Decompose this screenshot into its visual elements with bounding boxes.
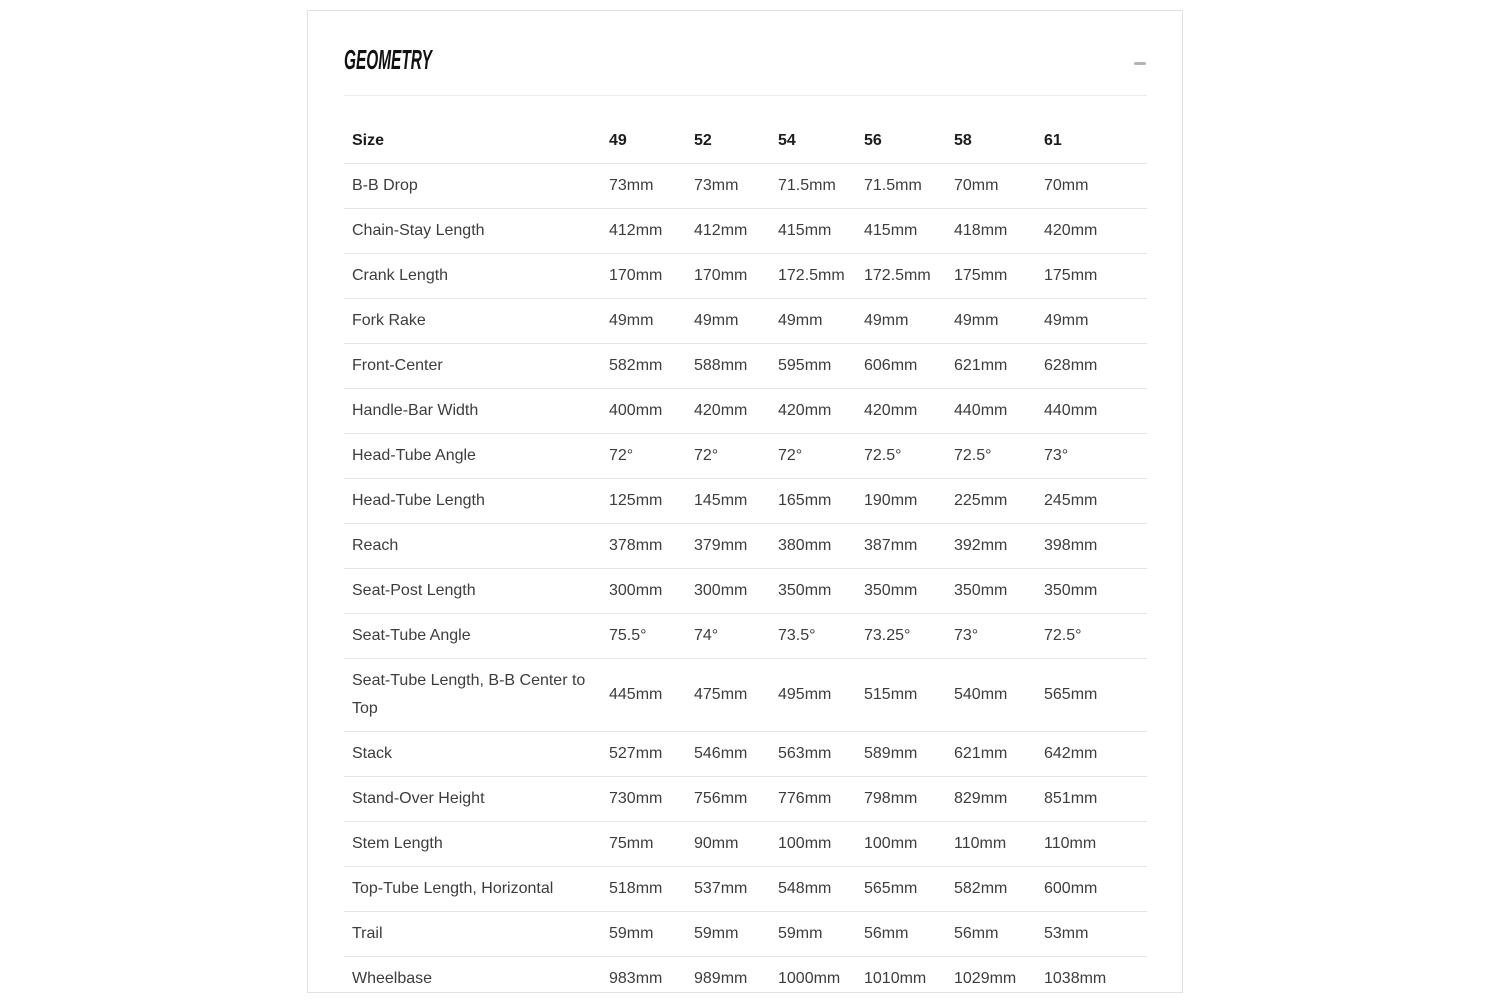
cell-value: 125mm [609,479,694,524]
table-row [344,299,1147,344]
minus-icon [1134,62,1146,65]
cell-value: 540mm [954,659,1044,732]
cell-value: 110mm [954,822,1044,867]
row-label [344,659,609,732]
cell-value: 49mm [954,299,1044,344]
cell-value: 387mm [864,524,954,569]
row-label [344,867,609,912]
cell-value: 59mm [609,912,694,957]
cell-value: 989mm [694,957,778,1001]
cell-value: 73.25° [864,614,954,659]
cell-value: 595mm [778,344,864,389]
cell-value: 621mm [954,732,1044,777]
table-row [344,389,1147,434]
cell-value: 75mm [609,822,694,867]
cell-value: 798mm [864,777,954,822]
cell-value: 1000mm [778,957,864,1001]
cell-value: 300mm [694,569,778,614]
panel-title: GEOMETRY [344,44,432,75]
cell-value: 380mm [778,524,864,569]
cell-value: 730mm [609,777,694,822]
cell-value: 170mm [609,254,694,299]
cell-value: 71.5mm [864,164,954,209]
row-label [344,164,609,209]
table-row [344,957,1147,1001]
cell-value: 73mm [694,164,778,209]
cell-value: 445mm [609,659,694,732]
row-label [344,912,609,957]
table-row [344,344,1147,389]
cell-value: 1038mm [1044,957,1147,1001]
table-row [344,777,1147,822]
cell-value: 49mm [1044,299,1147,344]
cell-value: 53mm [1044,912,1147,957]
cell-value: 165mm [778,479,864,524]
cell-value: 546mm [694,732,778,777]
column-header-58: 58 [954,96,1044,164]
row-label-text: Head-Tube Length [352,492,485,509]
cell-value: 420mm [1044,209,1147,254]
cell-value: 72° [778,434,864,479]
cell-value: 175mm [954,254,1044,299]
cell-value: 350mm [864,569,954,614]
row-label [344,524,609,569]
row-label [344,389,609,434]
row-label-text: Stem Length [352,835,443,852]
row-label-text: Crank Length [352,267,449,284]
cell-value: 72.5° [954,434,1044,479]
table-row [344,614,1147,659]
cell-value: 1010mm [864,957,954,1001]
cell-value: 73.5° [778,614,864,659]
row-label [344,434,609,479]
row-label [344,777,609,822]
table-row [344,912,1147,957]
cell-value: 582mm [954,867,1044,912]
cell-value: 70mm [954,164,1044,209]
cell-value: 628mm [1044,344,1147,389]
row-label-text: Wheelbase [352,970,433,987]
cell-value: 392mm [954,524,1044,569]
cell-value: 49mm [609,299,694,344]
geometry-panel [307,10,1183,993]
table-row [344,434,1147,479]
table-row [344,209,1147,254]
row-label-text: B-B Drop [352,177,418,194]
cell-value: 420mm [864,389,954,434]
cell-value: 515mm [864,659,954,732]
cell-value: 983mm [609,957,694,1001]
row-label-text: Fork Rake [352,312,426,329]
cell-value: 145mm [694,479,778,524]
row-label-text: Handle-Bar Width [352,402,479,419]
column-header-54: 54 [778,96,864,164]
row-label-text: Reach [352,537,399,554]
row-label-text: Chain-Stay Length [352,222,485,239]
column-header-61: 61 [1044,96,1147,164]
cell-value: 412mm [609,209,694,254]
cell-value: 415mm [778,209,864,254]
table-row [344,254,1147,299]
cell-value: 90mm [694,822,778,867]
table-row [344,867,1147,912]
cell-value: 642mm [1044,732,1147,777]
cell-value: 170mm [694,254,778,299]
cell-value: 49mm [864,299,954,344]
row-label [344,479,609,524]
cell-value: 527mm [609,732,694,777]
cell-value: 548mm [778,867,864,912]
table-row [344,659,1147,732]
cell-value: 72.5° [864,434,954,479]
cell-value: 175mm [1044,254,1147,299]
cell-value: 537mm [694,867,778,912]
row-label-text: Stack [352,745,393,762]
cell-value: 440mm [1044,389,1147,434]
cell-value: 829mm [954,777,1044,822]
cell-value: 300mm [609,569,694,614]
cell-value: 400mm [609,389,694,434]
cell-value: 621mm [954,344,1044,389]
cell-value: 851mm [1044,777,1147,822]
cell-value: 190mm [864,479,954,524]
cell-value: 495mm [778,659,864,732]
cell-value: 70mm [1044,164,1147,209]
row-label [344,344,609,389]
row-label-text: Top-Tube Length, Horizontal [352,880,554,897]
row-label [344,299,609,344]
cell-value: 350mm [1044,569,1147,614]
row-label-text: Head-Tube Angle [352,447,476,464]
cell-value: 56mm [954,912,1044,957]
cell-value: 518mm [609,867,694,912]
cell-value: 59mm [778,912,864,957]
cell-value: 776mm [778,777,864,822]
cell-value: 59mm [694,912,778,957]
table-row [344,524,1147,569]
table-row [344,569,1147,614]
cell-value: 606mm [864,344,954,389]
table-row [344,732,1147,777]
cell-value: 563mm [778,732,864,777]
cell-value: 600mm [1044,867,1147,912]
cell-value: 100mm [864,822,954,867]
cell-value: 588mm [694,344,778,389]
cell-value: 412mm [694,209,778,254]
geometry-table [344,95,1147,1001]
cell-value: 110mm [1044,822,1147,867]
table-row [344,164,1147,209]
cell-value: 56mm [864,912,954,957]
cell-value: 418mm [954,209,1044,254]
column-header-52: 52 [694,96,778,164]
column-header-56: 56 [864,96,954,164]
cell-value: 73° [954,614,1044,659]
row-label [344,569,609,614]
row-label-text: Seat-Post Length [352,582,476,599]
cell-value: 475mm [694,659,778,732]
cell-value: 245mm [1044,479,1147,524]
cell-value: 49mm [694,299,778,344]
cell-value: 378mm [609,524,694,569]
cell-value: 72° [694,434,778,479]
row-label [344,732,609,777]
cell-value: 420mm [778,389,864,434]
cell-value: 350mm [778,569,864,614]
row-label-text: Seat-Tube Angle [352,627,471,644]
cell-value: 440mm [954,389,1044,434]
cell-value: 172.5mm [864,254,954,299]
row-label-text: Seat-Tube Length, B-B Center to Top [352,672,586,717]
row-label-text: Front-Center [352,357,443,374]
row-label-text: Stand-Over Height [352,790,485,807]
row-label [344,957,609,1001]
cell-value: 100mm [778,822,864,867]
cell-value: 49mm [778,299,864,344]
cell-value: 415mm [864,209,954,254]
cell-value: 72.5° [1044,614,1147,659]
table-header-row [344,96,1147,164]
cell-value: 74° [694,614,778,659]
row-label [344,614,609,659]
cell-value: 756mm [694,777,778,822]
cell-value: 72° [609,434,694,479]
row-label [344,209,609,254]
cell-value: 75.5° [609,614,694,659]
cell-value: 71.5mm [778,164,864,209]
column-header-49: 49 [609,96,694,164]
cell-value: 589mm [864,732,954,777]
cell-value: 172.5mm [778,254,864,299]
cell-value: 420mm [694,389,778,434]
row-label-text: Trail [352,925,383,942]
cell-value: 398mm [1044,524,1147,569]
cell-value: 225mm [954,479,1044,524]
row-label [344,822,609,867]
collapse-panel-button[interactable] [1130,55,1150,71]
cell-value: 565mm [1044,659,1147,732]
cell-value: 350mm [954,569,1044,614]
cell-value: 73° [1044,434,1147,479]
table-row [344,822,1147,867]
column-header-size: Size [344,96,609,164]
cell-value: 582mm [609,344,694,389]
row-label [344,254,609,299]
cell-value: 73mm [609,164,694,209]
cell-value: 1029mm [954,957,1044,1001]
cell-value: 565mm [864,867,954,912]
table-row [344,479,1147,524]
cell-value: 379mm [694,524,778,569]
